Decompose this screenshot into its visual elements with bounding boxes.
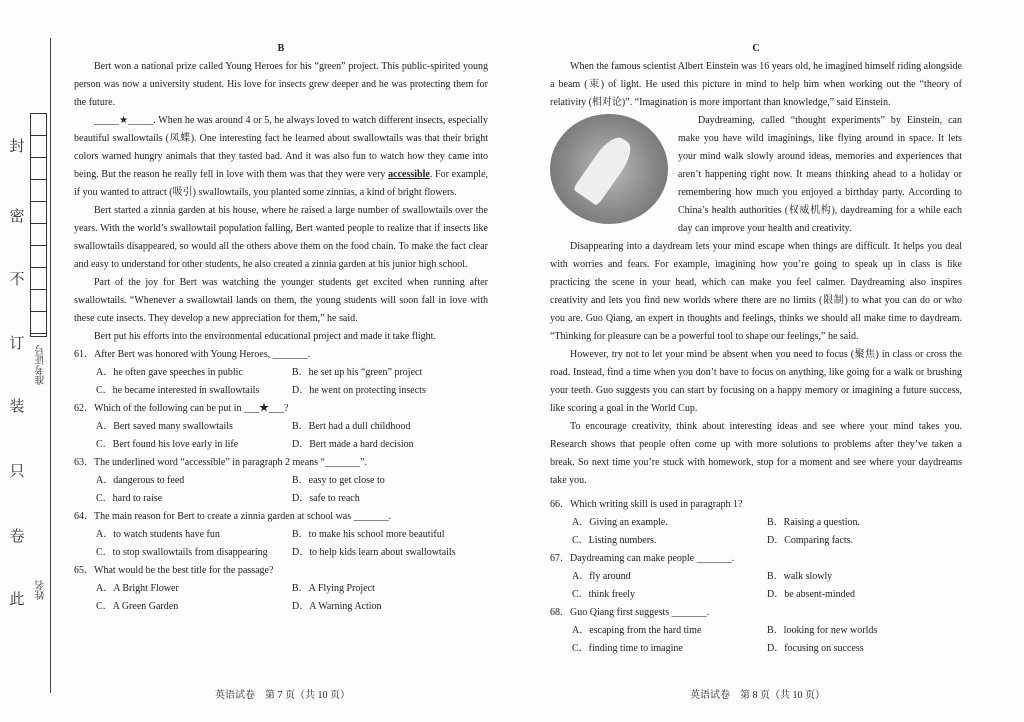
paragraph: Bert put his efforts into the environmental educational project and made it take flight. — [94, 331, 436, 342]
option[interactable]: A．Bert saved many swallowtails — [96, 421, 233, 432]
seal-char: 不 — [9, 272, 25, 288]
option[interactable]: B．A Flying Project — [292, 583, 375, 594]
question-stem: 63．The underlined word “accessible” in paragraph 2 means “_______”. — [74, 457, 367, 468]
option[interactable]: A．A Bright Flower — [96, 583, 179, 594]
option[interactable]: C．Bert found his love early in life — [96, 439, 239, 450]
blank-star: ★ — [258, 403, 269, 414]
question-61 — [74, 346, 488, 400]
option[interactable]: D．he went on protecting insects — [292, 385, 426, 396]
name-label: 姓名 — [36, 580, 47, 600]
option[interactable]: C．Listing numbers. — [572, 535, 657, 546]
question-stem: 67．Daydreaming can make people _______. — [550, 553, 735, 564]
option[interactable]: D．A Warning Action — [292, 601, 382, 612]
option[interactable]: B．walk slowly — [767, 571, 833, 582]
option[interactable]: A．Giving an example. — [572, 517, 668, 528]
option[interactable]: C．finding time to imagine — [572, 643, 683, 654]
paragraph: Part of the joy for Bert was watching the younger students get excited when running after swallowtails. “Whenever a swallowtail lands on them, the young students will soon fall in love with these cute insects. They develop a new appreciation for them,” he said. — [74, 277, 488, 324]
question-63 — [74, 454, 488, 508]
right-page — [550, 40, 962, 658]
paragraph: Disappearing into a daydream lets your mind escape when things are difficult. It helps you deal with worries and fears. For example, imagining how you’re going to speak up in class is like practicing the scene in your head, which can make you feel calmer. Daydreaming also inspires creativity and lets you find new worlds where there are no limits (限制) to what you can do or who you are. Guo Qiang, an expert in thoughts and feelings, thinks we should all make time to daydream. “Thinking for pleasure can be a powerful tool to shape our feelings,” he said. — [550, 241, 962, 342]
question-stem: 61．After Bert was honored with Young Heroes, _______. — [74, 349, 311, 360]
option[interactable]: C．think freely — [572, 589, 636, 600]
section-title: B — [277, 43, 285, 54]
option[interactable]: D．Comparing facts. — [767, 535, 854, 546]
candidate-number-grid[interactable] — [30, 113, 47, 337]
paragraph-text: . When he was around 4 or 5, he always loved to watch different insects, especially beautiful swallowtails (凤蝶). One interesting fact he learned about swallowtails was that their bright colors warned hungry animals that they tasted bad. And it was also fun to watch how they came into being. But the reason he really fell in love with them was that they were very — [74, 115, 489, 180]
question-stem-text: 62．Which of the following can be put in — [74, 403, 242, 414]
paragraph: Bert won a national prize called Young Heroes for his “green” project. This public-spirited young person was now a university student. His love for insects grew deeper and he was protecting them for the future. — [74, 61, 488, 108]
option[interactable]: D．safe to reach — [292, 493, 360, 504]
seal-char: 装 — [9, 399, 25, 415]
daydream-illustration — [550, 114, 668, 224]
option[interactable]: C．to stop swallowtails from disappearing — [96, 547, 268, 558]
option[interactable]: A．he often gave speeches in public — [96, 367, 243, 378]
option[interactable]: C．he became interested in swallowtails — [96, 385, 260, 396]
blank: _____ — [94, 115, 119, 126]
paragraph: Bert started a zinnia garden at his house, where he raised a large number of swallowtails over the years. With the world’s swallowtail population falling, Bert wanted people to realize that if insects like swallowtails disappeared, so would all the others above them on the food chain. To make the fact clear and easy to understand for other students, he also created a zinnia garden at his junior high school. — [74, 205, 488, 270]
paragraph: When the famous scientist Albert Einstein was 16 years old, he imagined himself riding alongside a beam (束) of light. He used this picture in mind to help him when working out the “theory of relativity (相对论)”. “Imagination is more important than knowledge,” said Einstein. — [550, 61, 962, 108]
option[interactable]: D．Bert made a hard decision — [292, 439, 414, 450]
seal-char: 封 — [9, 139, 25, 155]
page-footer-right: 英语试卷 第 8 页（共 10 页） — [690, 690, 825, 701]
seal-char: 密 — [9, 209, 25, 225]
blank: ___ — [268, 403, 284, 414]
binding-line — [50, 38, 51, 693]
option[interactable]: B．to make his school more beautiful — [292, 529, 445, 540]
option[interactable]: D．to help kids learn about swallowtails — [292, 547, 456, 558]
option[interactable]: B．he set up his “green” project — [292, 367, 423, 378]
question-stem: 64．The main reason for Bert to create a zinnia garden at school was _______. — [74, 511, 392, 522]
option[interactable]: C．hard to raise — [96, 493, 163, 504]
blank: ___ — [243, 403, 259, 414]
seal-char: 只 — [9, 464, 25, 480]
question-stem: 65．What would be the best title for the passage? — [74, 565, 274, 576]
option[interactable]: A．dangerous to feed — [96, 475, 185, 486]
option[interactable]: D．focusing on success — [767, 643, 864, 654]
paragraph-text: . For example, if you wanted to attract (吸引) swallowtails, you planted some zinnias, a kind of bright flowers. — [74, 169, 489, 198]
seal-char: 此 — [9, 592, 25, 608]
question-65 — [74, 562, 488, 616]
question-stem: 62．Which of the following can be put in ___★___? — [74, 403, 289, 414]
question-67 — [550, 550, 962, 604]
option[interactable]: B．easy to get close to — [292, 475, 385, 486]
option[interactable]: A．escaping from the hard time — [572, 625, 702, 636]
paragraph: Daydreaming, called “thought experiments” by Einstein, can make you have wild imaginings, like flying around in space. It lets your mind walk slowly around ideas, memories and experiences that aren’t happening right now. It means thinking ahead to a holiday or remembering how much you enjoyed a birthday party. According to China’s health authorities (权威机构), daydreaming for a while each day can improve your health and creativity. — [678, 115, 962, 234]
paragraph: However, try not to let your mind be absent when you need to focus (聚焦) in class or cross the road. Instead, find a time when you don’t have to focus on anything, like going for a walk or brushing your teeth. Guo suggests you can start by focusing on a happy memory or imagining a future success, like scoring a goal in the World Cup. — [550, 349, 962, 414]
question-62 — [74, 400, 488, 454]
blank-star: ★ — [119, 115, 129, 126]
blank: _____ — [128, 115, 154, 126]
option[interactable]: B．looking for new worlds — [767, 625, 878, 636]
paragraph — [74, 112, 488, 202]
section-title: C — [752, 43, 760, 54]
paragraph: To encourage creativity, think about interesting ideas and see where your mind takes you. Research shows that people often come up with more solutions to problems after they’ve taken a break. So next time you’re stuck with homework, stop for a moment and see where your daydreams take you. — [550, 421, 962, 486]
option[interactable]: A．fly around — [572, 571, 631, 582]
option[interactable]: C．A Green Garden — [96, 601, 179, 612]
question-68 — [550, 604, 962, 658]
option[interactable]: B．Raising a question. — [767, 517, 861, 528]
question-stem: 66．Which writing skill is used in paragraph 1? — [550, 499, 743, 510]
seal-char: 卷 — [9, 529, 25, 545]
candidate-number-label: 准考证号 — [36, 345, 47, 385]
left-page — [74, 40, 488, 616]
option[interactable]: D．be absent-minded — [767, 589, 856, 600]
underlined-word: accessible — [388, 169, 430, 180]
option[interactable]: B．Bert had a dull childhood — [292, 421, 411, 432]
question-stem: 68．Guo Qiang first suggests _______. — [550, 607, 710, 618]
question-66 — [550, 496, 962, 550]
option[interactable]: A．to watch students have fun — [96, 529, 220, 540]
seal-char: 订 — [9, 336, 25, 352]
page-footer-left: 英语试卷 第 7 页（共 10 页） — [215, 690, 350, 701]
question-64 — [74, 508, 488, 562]
